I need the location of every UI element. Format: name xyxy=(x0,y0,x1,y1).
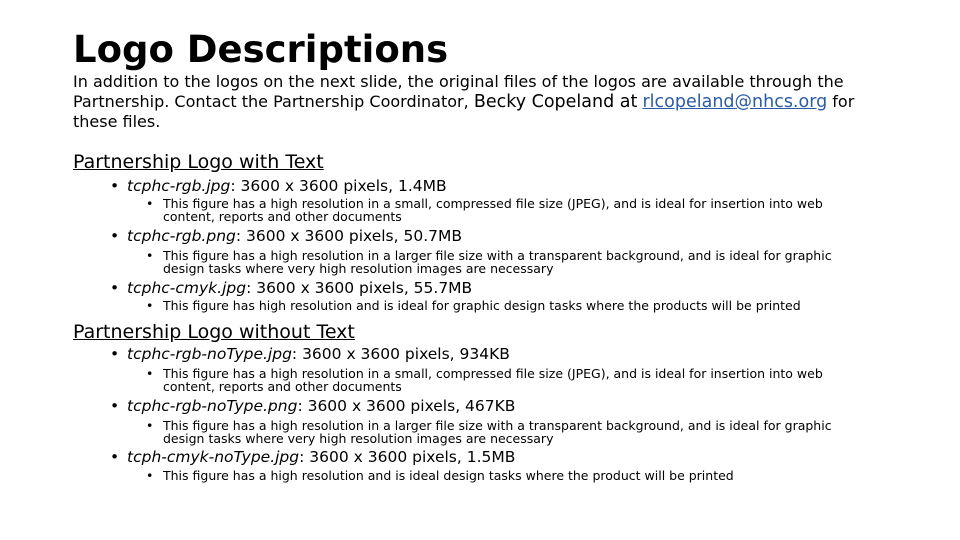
bullet-icon: • xyxy=(110,397,120,415)
sub-bullet-icon: • xyxy=(146,366,154,381)
sub-bullet-icon: • xyxy=(146,298,154,313)
sub-bullet-icon: • xyxy=(146,196,154,211)
sub-bullet-icon: • xyxy=(146,468,154,483)
file-description xyxy=(146,299,866,312)
file-details: : 3600 x 3600 pixels, 1.5MB xyxy=(299,448,516,466)
file-name: tcphc-rgb.jpg xyxy=(127,177,231,195)
description-text: This figure has high resolution and is ideal for graphic design tasks where the products will be printed xyxy=(163,298,801,313)
section-heading-without-text: Partnership Logo without Text xyxy=(73,321,355,343)
file-description xyxy=(146,367,866,393)
file-details: : 3600 x 3600 pixels, 467KB xyxy=(297,397,516,415)
sub-bullet-icon: • xyxy=(146,418,154,433)
slide-title: Logo Descriptions xyxy=(73,28,449,71)
file-item xyxy=(110,176,447,196)
bullet-icon: • xyxy=(110,345,120,363)
file-name: tcphc-rgb-noType.jpg xyxy=(127,345,292,363)
file-name: tcphc-cmyk.jpg xyxy=(127,279,247,297)
file-details: : 3600 x 3600 pixels, 934KB xyxy=(291,345,510,363)
file-description xyxy=(146,197,866,223)
file-description xyxy=(146,419,866,445)
section-heading-with-text: Partnership Logo with Text xyxy=(73,151,324,173)
file-description xyxy=(146,249,866,275)
bullet-icon: • xyxy=(110,227,120,245)
file-details: : 3600 x 3600 pixels, 50.7MB xyxy=(235,227,462,245)
sub-bullet-icon: • xyxy=(146,248,154,263)
file-details: : 3600 x 3600 pixels, 1.4MB xyxy=(230,177,447,195)
file-item xyxy=(110,226,462,246)
file-item xyxy=(110,447,515,467)
file-description xyxy=(146,469,866,482)
bullet-icon: • xyxy=(110,177,120,195)
description-text: This figure has a high resolution in a larger file size with a transparent background, and is ideal for graphic design tasks where very high resolution images are necessary xyxy=(163,418,832,446)
email-link[interactable]: rlcopeland@nhcs.org xyxy=(642,92,828,112)
description-text: This figure has a high resolution in a larger file size with a transparent background, and is ideal for graphic design tasks where very high resolution images are necessary xyxy=(163,248,832,276)
file-item xyxy=(110,396,515,416)
intro-text-before: In addition to the logos on the next slide, the original files of the logos are available through the Partnership. Contact the Partnership Coordinator, xyxy=(73,72,844,111)
file-item xyxy=(110,344,510,364)
description-text: This figure has a high resolution in a small, compressed file size (JPEG), and is ideal for insertion into web content, reports and other documents xyxy=(163,366,823,394)
intro-text-after: for these files. xyxy=(73,92,855,131)
bullet-icon: • xyxy=(110,448,120,466)
file-name: tcphc-rgb-noType.png xyxy=(127,397,298,415)
file-details: : 3600 x 3600 pixels, 55.7MB xyxy=(246,279,473,297)
file-item xyxy=(110,278,472,298)
coordinator-name: Becky Copeland at xyxy=(473,92,638,112)
description-text: This figure has a high resolution in a small, compressed file size (JPEG), and is ideal for insertion into web content, reports and other documents xyxy=(163,196,823,224)
file-name: tcph-cmyk-noType.jpg xyxy=(127,448,300,466)
bullet-icon: • xyxy=(110,279,120,297)
file-name: tcphc-rgb.png xyxy=(127,227,236,245)
intro-paragraph xyxy=(73,72,873,132)
description-text: This figure has a high resolution and is ideal design tasks where the product will be printed xyxy=(163,468,734,483)
